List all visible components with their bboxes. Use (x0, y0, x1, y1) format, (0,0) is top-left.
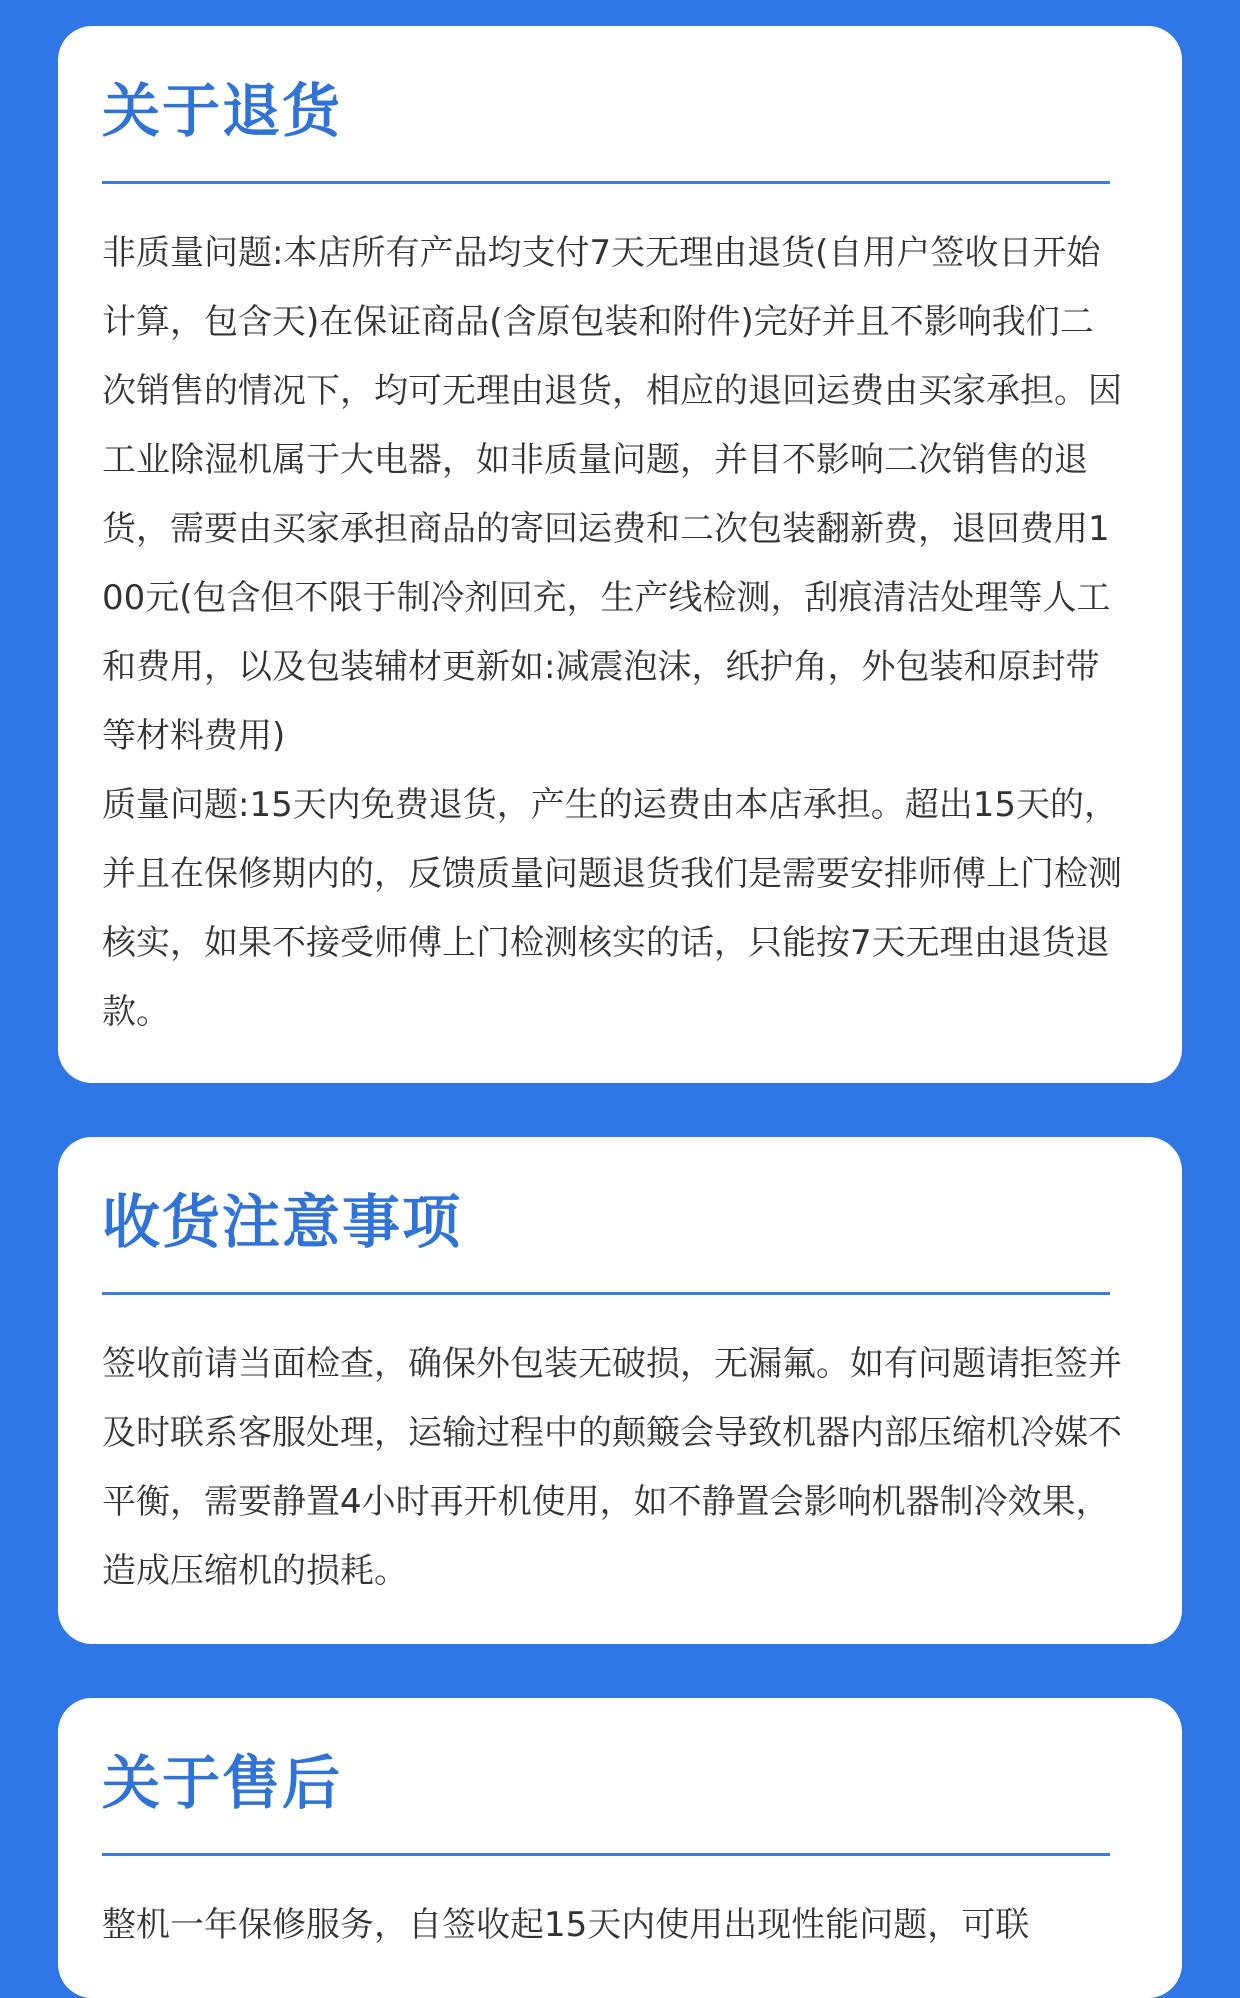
returns-body (102, 219, 1124, 1047)
after-sales-card (58, 1698, 1182, 1998)
returns-title: 关于退货 (102, 77, 343, 145)
returns-card (58, 26, 1182, 1083)
receiving-notes-title: 收货注意事项 (102, 1188, 463, 1256)
receiving-notes-body (102, 1330, 1124, 1606)
title-divider (102, 1292, 1110, 1295)
title-divider (102, 1853, 1110, 1856)
after-sales-body (102, 1891, 1124, 1960)
after-sales-text: 整机一年保修服务，自签收起15天内使用出现性能问题，可联 (102, 1905, 1030, 1945)
after-sales-title: 关于售后 (102, 1749, 343, 1817)
receiving-notes-card (58, 1137, 1182, 1644)
non-quality-return-policy: 非质量问题:本店所有产品均支付7天无理由退货(自用户签收日开始计算，包含天)在保证商品(含原包装和附件)完好并且不影响我们二次销售的情况下，均可无理由退货，相应的退回运费由买家承担。因工业除湿机属于大电器，如非质量问题，并目不影响二次销售的退货，需要由买家承担商品的寄回运费和二次包装翻新费，退回费用100元(包含但不限于制冷剂回充，生产线检测，刮痕清洁处理等人工和费用，以及包装辅材更新如:减震泡沫，纸护角，外包装和原封带等材料费用) (102, 233, 1122, 756)
quality-return-policy: 质量问题:15天内免费退货，产生的运费由本店承担。超出15天的，并且在保修期内的，反馈质量问题退货我们是需要安排师傅上门检测核实，如果不接受师傅上门检测核实的话，只能按7天无理由退货退款。 (102, 785, 1122, 1032)
receiving-notes-text: 签收前请当面检查，确保外包装无破损，无漏氟。如有问题请拒签并及时联系客服处理，运输过程中的颠簸会导致机器内部压缩机冷媒不平衡，需要静置4小时再开机使用，如不静置会影响机器制冷效果，造成压缩机的损耗。 (102, 1344, 1122, 1591)
title-divider (102, 181, 1110, 184)
